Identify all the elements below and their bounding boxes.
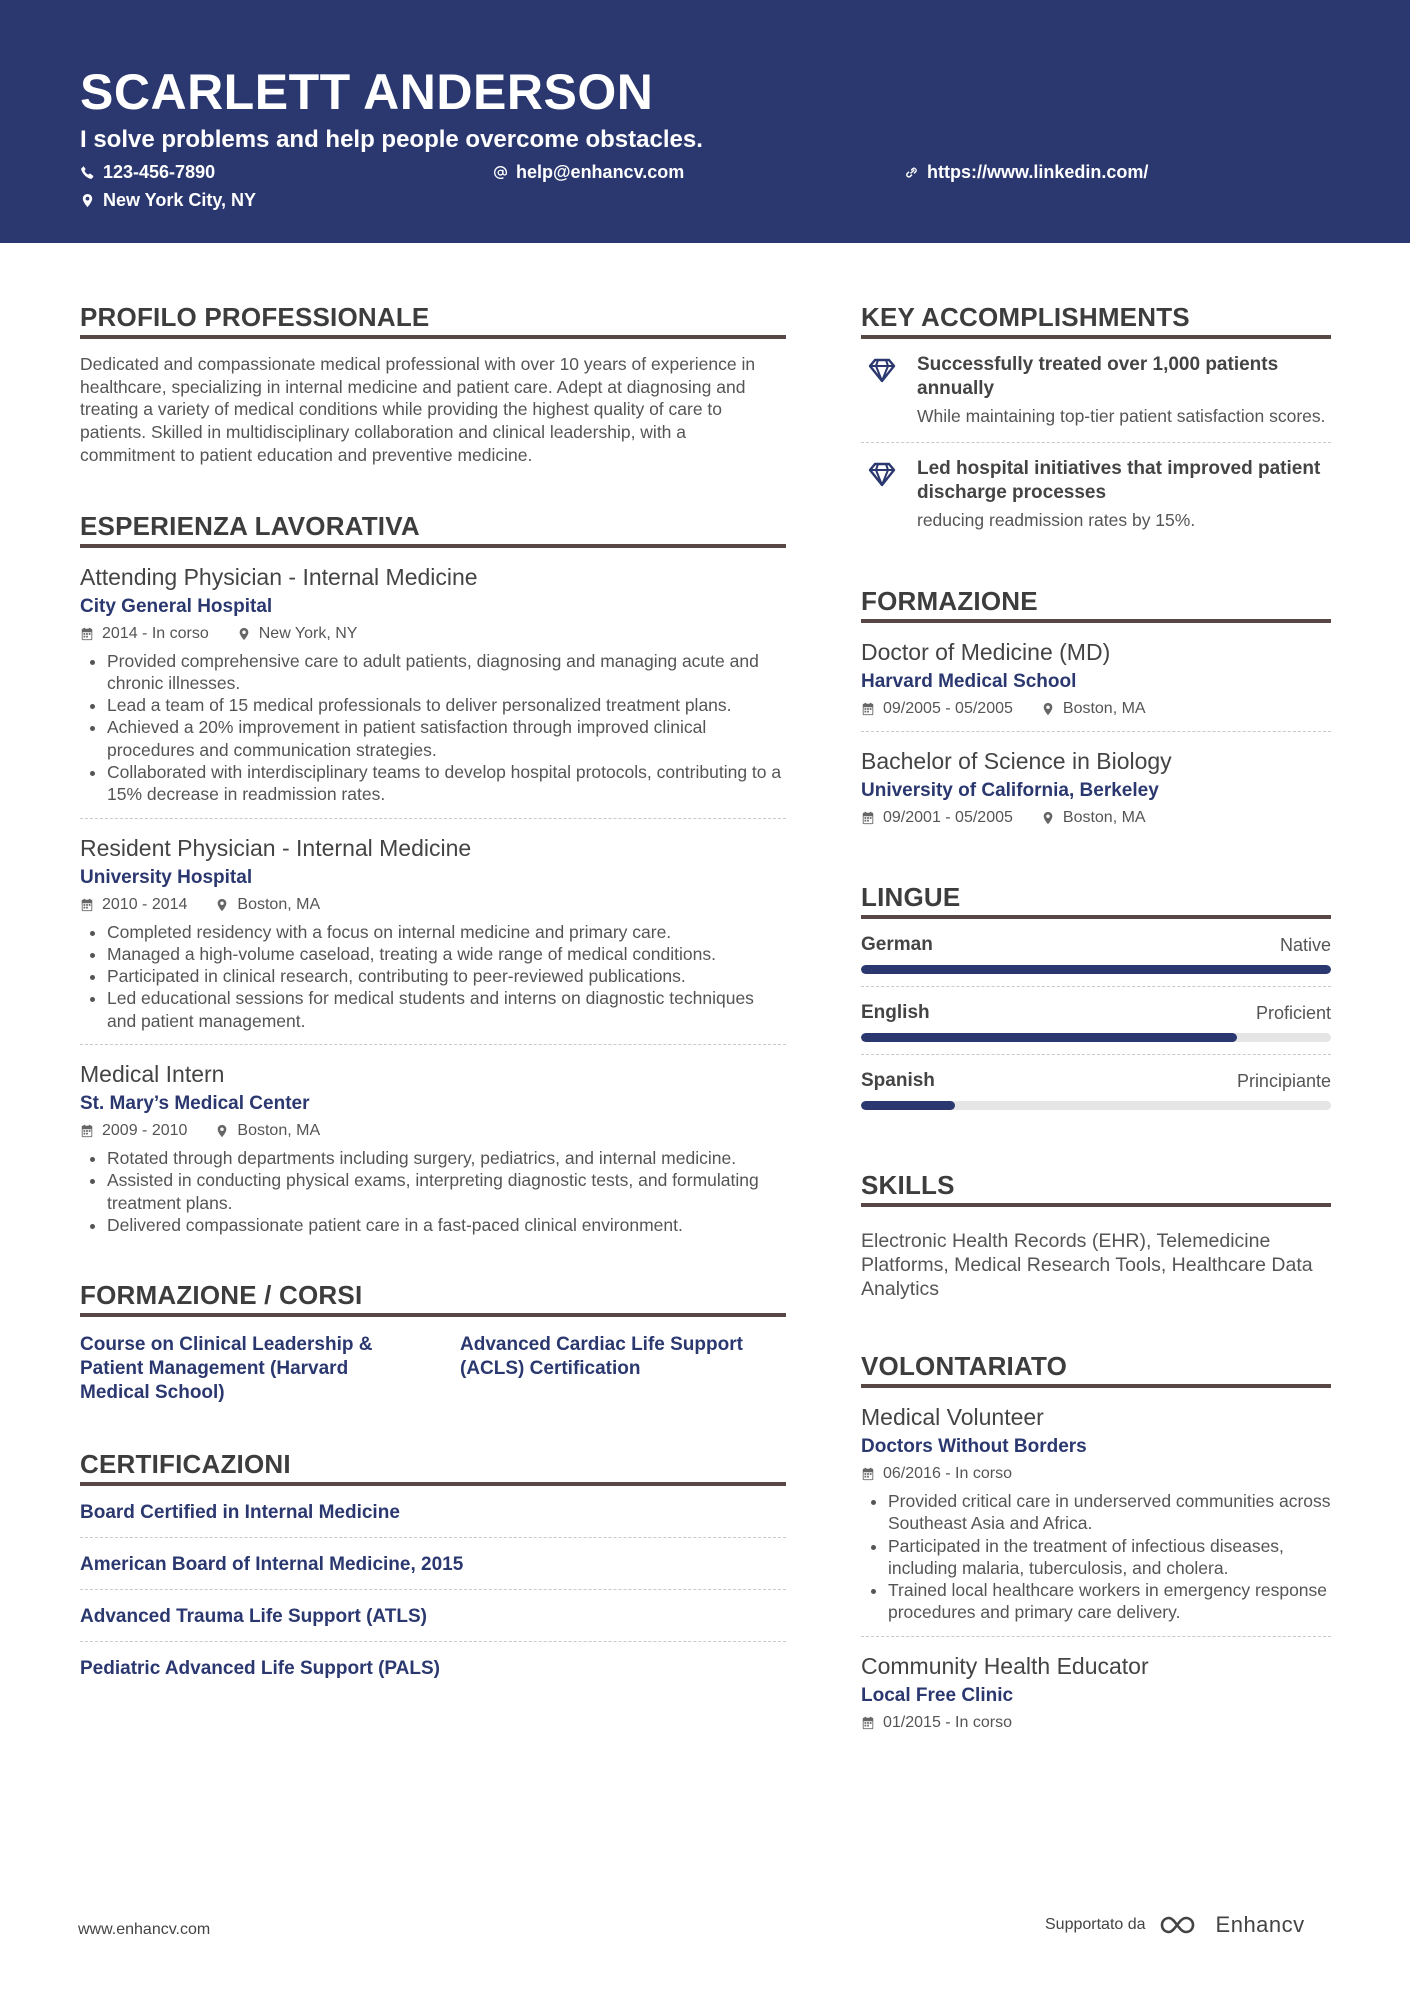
course-item: Course on Clinical Leadership & Patient Management (Harvard Medical School)	[80, 1334, 373, 1404]
bullet: • Lead a team of 15 medical professionals to deliver personalized treatment plans.	[107, 694, 786, 716]
language-bar	[861, 1101, 1331, 1110]
section-title: VOLONTARIATO	[861, 1349, 1331, 1388]
courses-section	[80, 1278, 786, 1405]
location-pin-icon	[1041, 811, 1055, 825]
accomplishment-desc: reducing readmission rates by 15%.	[917, 510, 1196, 530]
bullet: • Achieved a 20% improvement in patient satisfaction through improved clinical procedures and communication strategies.	[107, 716, 786, 761]
job-dates: 2014 - In corso	[102, 624, 209, 642]
location-pin-icon	[215, 1124, 229, 1138]
employer: St. Mary’s Medical Center	[80, 1093, 310, 1115]
calendar-icon	[861, 1467, 875, 1481]
bullet: • Managed a high-volume caseload, treating a wide range of medical conditions.	[107, 943, 786, 965]
certification-item: Pediatric Advanced Life Support (PALS)	[80, 1658, 440, 1680]
location-text: New York City, NY	[103, 190, 257, 210]
course-item: Advanced Cardiac Life Support (ACLS) Certification	[460, 1334, 743, 1380]
experience-entry	[80, 1045, 786, 1248]
volunteering-entry	[861, 1388, 1331, 1637]
language-bar-fill	[861, 965, 1331, 974]
tagline: I solve problems and help people overcome obstacles.	[80, 126, 703, 153]
education-dates: 09/2005 - 05/2005	[883, 700, 1013, 717]
section-title: CERTIFICAZIONI	[80, 1447, 786, 1486]
section-title: FORMAZIONE	[861, 584, 1331, 623]
calendar-icon	[80, 627, 94, 641]
employer: City General Hospital	[80, 595, 273, 617]
bullet: • Rotated through departments including surgery, pediatrics, and internal medicine.	[107, 1147, 786, 1169]
summary-text: Dedicated and compassionate medical professional with over 10 years of experience in healthcare, specializing in internal medicine and patient care. Adept at diagnosing and treating a variety of medical conditions while providing the highest quality of care to patients. Skilled in multidisciplinary collaboration and clinical leadership, with a commitment to patient education and preventive medicine.	[80, 354, 756, 465]
education-location: Boston, MA	[1062, 700, 1146, 717]
experience-section	[80, 509, 786, 1249]
calendar-icon	[861, 811, 875, 825]
education-dates: 09/2001 - 05/2005	[883, 809, 1013, 826]
job-meta	[80, 624, 786, 644]
linkedin-text: https://www.linkedin.com/	[927, 162, 1149, 182]
school: University of California, Berkeley	[861, 780, 1159, 801]
certification-item: Advanced Trauma Life Support (ATLS)	[80, 1590, 786, 1642]
volunteer-org: Local Free Clinic	[861, 1684, 1014, 1706]
experience-entry	[80, 548, 786, 819]
contact-email[interactable]	[493, 162, 684, 183]
job-location: New York, NY	[258, 624, 358, 642]
language-name: German	[861, 934, 933, 955]
accomplishment-title: Led hospital initiatives that improved patient discharge processes	[917, 458, 1321, 503]
job-title: Medical Intern	[80, 1061, 225, 1088]
link-icon	[904, 165, 919, 180]
job-dates: 2010 - 2014	[102, 895, 188, 913]
course-list	[80, 1333, 786, 1405]
section-title: SKILLS	[861, 1168, 1331, 1207]
job-title: Attending Physician - Internal Medicine	[80, 563, 478, 590]
education-entry	[861, 732, 1331, 840]
footer-website[interactable]: www.enhancv.com	[78, 1921, 211, 1938]
skills-section	[861, 1168, 1331, 1301]
diamond-icon	[867, 459, 897, 489]
volunteer-org: Doctors Without Borders	[861, 1436, 1087, 1457]
brand-name: Enhancv	[1215, 1912, 1305, 1937]
language-item	[861, 987, 1331, 1055]
education-entry	[861, 623, 1331, 732]
diamond-icon	[867, 355, 897, 385]
section-title: FORMAZIONE / CORSI	[80, 1278, 786, 1317]
email-text: help@enhancv.com	[516, 162, 685, 182]
location-pin-icon	[215, 898, 229, 912]
volunteer-dates: 06/2016 - In corso	[883, 1465, 1012, 1482]
language-item	[861, 1055, 1331, 1122]
accomplishment-desc: While maintaining top-tier patient satisfaction scores.	[917, 406, 1326, 426]
at-icon	[493, 165, 508, 180]
school: Harvard Medical School	[861, 671, 1077, 692]
job-bullets	[80, 921, 786, 1032]
employer: University Hospital	[80, 866, 253, 888]
resume-header	[0, 0, 1410, 243]
certification-item: Board Certified in Internal Medicine	[80, 1486, 786, 1538]
volunteer-meta	[861, 1464, 1331, 1484]
contact-linkedin[interactable]	[904, 162, 1148, 183]
certification-item: American Board of Internal Medicine, 2015	[80, 1538, 786, 1590]
language-bar-fill	[861, 1033, 1237, 1042]
phone-icon	[80, 165, 95, 180]
job-location: Boston, MA	[237, 895, 321, 913]
bullet: • Collaborated with interdisciplinary teams to develop hospital protocols, contributing to a 15% decrease in readmission rates.	[107, 761, 786, 806]
calendar-icon	[80, 898, 94, 912]
bullet: • Provided critical care in underserved communities across Southeast Asia and Africa.	[888, 1490, 1331, 1535]
left-column	[80, 300, 786, 1735]
language-name: English	[861, 1002, 930, 1023]
volunteer-meta	[861, 1713, 1331, 1733]
footer-branding[interactable]	[1045, 1912, 1305, 1938]
bullet: • Delivered compassionate patient care in a fast-paced clinical environment.	[107, 1214, 786, 1236]
powered-by-text: Supportato da	[1045, 1916, 1146, 1933]
volunteer-title: Medical Volunteer	[861, 1404, 1044, 1430]
accomplishment-item	[861, 443, 1331, 546]
education-meta	[861, 699, 1331, 719]
section-title: KEY ACCOMPLISHMENTS	[861, 300, 1331, 339]
location-pin-icon	[80, 193, 95, 208]
job-meta	[80, 895, 786, 915]
language-bar-fill	[861, 1101, 955, 1110]
bullet: • Provided comprehensive care to adult patients, diagnosing and managing acute and chronic illnesses.	[107, 650, 786, 695]
accomplishment-item	[861, 339, 1331, 443]
volunteer-dates: 01/2015 - In corso	[883, 1713, 1012, 1731]
volunteering-entry	[861, 1637, 1331, 1745]
bullet: • Trained local healthcare workers in emergency response procedures and primary care delivery.	[888, 1579, 1331, 1624]
contact-phone[interactable]	[80, 162, 215, 183]
bullet: • Participated in clinical research, contributing to peer-reviewed publications.	[107, 965, 786, 987]
section-title: LINGUE	[861, 880, 1331, 919]
job-bullets	[80, 1147, 786, 1236]
language-level: Principiante	[1236, 1071, 1331, 1091]
job-title: Resident Physician - Internal Medicine	[80, 834, 472, 861]
enhancv-logo-icon	[1158, 1913, 1204, 1937]
education-meta	[861, 808, 1331, 828]
right-column	[861, 300, 1331, 1787]
languages-section	[861, 880, 1331, 1122]
volunteer-bullets	[861, 1490, 1331, 1624]
job-location: Boston, MA	[237, 1122, 321, 1140]
contact-info	[80, 160, 1330, 220]
calendar-icon	[861, 1716, 875, 1730]
degree: Bachelor of Science in Biology	[861, 748, 1172, 774]
language-level: Native	[1279, 935, 1331, 955]
skills-text: Electronic Health Records (EHR), Telemedicine Platforms, Medical Research Tools, Healthcare Data Analytics	[861, 1230, 1313, 1300]
degree: Doctor of Medicine (MD)	[861, 639, 1111, 665]
contact-location	[80, 190, 256, 211]
phone-text: 123-456-7890	[103, 162, 216, 182]
volunteering-section	[861, 1349, 1331, 1745]
calendar-icon	[80, 1124, 94, 1138]
bullet: • Led educational sessions for medical students and interns on diagnostic techniques and patient management.	[107, 987, 786, 1032]
volunteer-title: Community Health Educator	[861, 1652, 1149, 1679]
language-bar	[861, 965, 1331, 974]
candidate-name: SCARLETT ANDERSON	[80, 64, 654, 120]
language-level: Proficient	[1255, 1003, 1331, 1023]
education-location: Boston, MA	[1062, 809, 1146, 826]
location-pin-icon	[1041, 702, 1055, 716]
bullet: • Participated in the treatment of infectious diseases, including malaria, tuberculosis, and cholera.	[888, 1535, 1331, 1580]
certifications-section	[80, 1447, 786, 1693]
accomplishment-title: Successfully treated over 1,000 patients annually	[917, 354, 1279, 399]
language-name: Spanish	[861, 1070, 935, 1091]
bullet: • Assisted in conducting physical exams, interpreting diagnostic tests, and formulating treatment plans.	[107, 1169, 786, 1214]
language-item	[861, 919, 1331, 987]
section-title: PROFILO PROFESSIONALE	[80, 300, 786, 339]
accomplishments-section	[861, 300, 1331, 546]
section-title: ESPERIENZA LAVORATIVA	[80, 509, 786, 548]
education-section	[861, 584, 1331, 840]
bullet: • Completed residency with a focus on internal medicine and primary care.	[107, 921, 786, 943]
summary-section	[80, 300, 786, 467]
language-bar	[861, 1033, 1331, 1042]
experience-entry	[80, 819, 786, 1045]
job-meta	[80, 1121, 786, 1141]
job-bullets	[80, 650, 786, 806]
location-pin-icon	[237, 627, 251, 641]
calendar-icon	[861, 702, 875, 716]
job-dates: 2009 - 2010	[102, 1122, 188, 1140]
